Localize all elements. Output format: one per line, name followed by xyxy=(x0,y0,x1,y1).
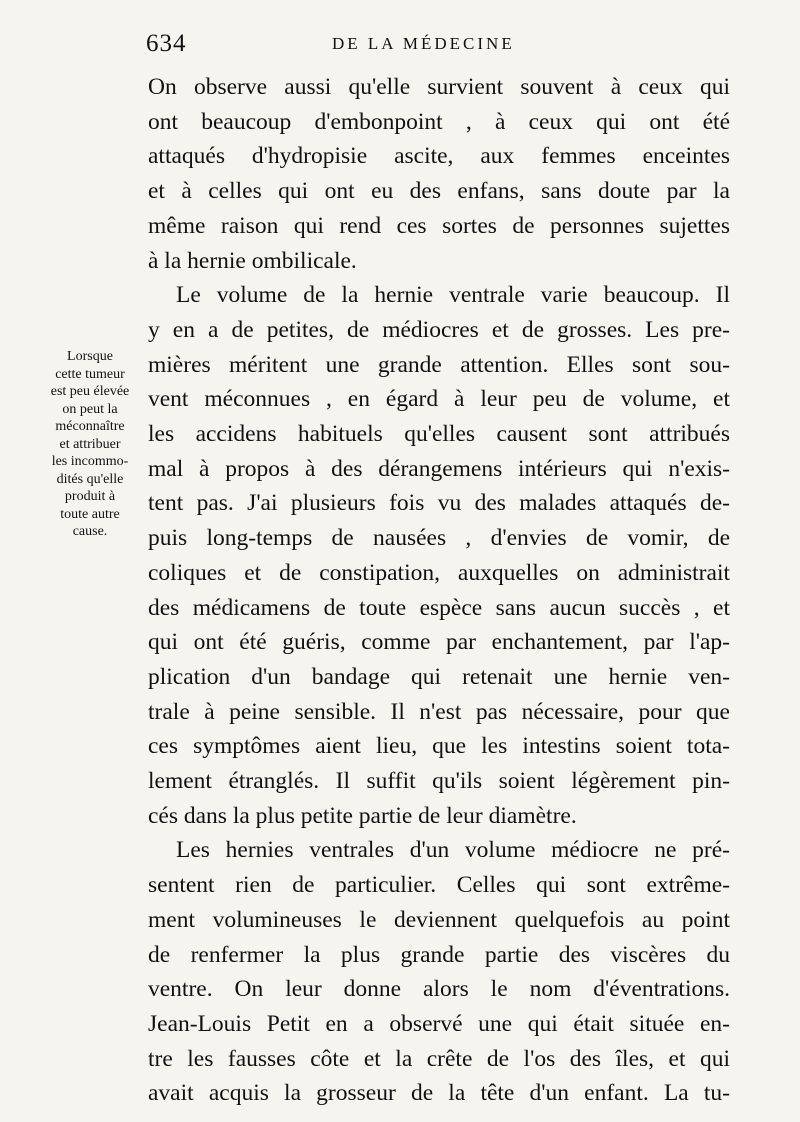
text-line: coliques et de constipation, auxquelles on administrait xyxy=(148,559,730,586)
text-line: Jean-Louis Petit en a observé une qui était située en- xyxy=(148,1010,730,1037)
margin-note-line: méconnaître xyxy=(55,419,125,434)
text-line: ont beaucoup d'embonpoint , à ceux qui ont été xyxy=(148,108,730,135)
text-line: lement étranglés. Il suffit qu'ils soient légèrement pin- xyxy=(148,768,730,795)
text-line: à la hernie ombilicale. xyxy=(148,247,357,274)
text-line: même raison qui rend ces sortes de personnes sujettes xyxy=(148,212,730,239)
text-line: puis long-temps de nausées , d'envies de vomir, de xyxy=(148,525,730,552)
text-line: avait acquis la grosseur de la tête d'un enfant. La tu- xyxy=(148,1080,730,1107)
text-line: ces symptômes aient lieu, que les intestins soient tota- xyxy=(148,733,730,760)
page-header xyxy=(146,30,746,60)
text-line: qui ont été guéris, comme par enchantement, par l'ap- xyxy=(148,629,730,656)
margin-note-line: dités qu'elle xyxy=(56,471,124,487)
text-line: les accidens habituels qu'elles causent sont attribués xyxy=(148,421,730,448)
margin-note-line: est peu élevée xyxy=(50,384,130,399)
margin-note-line: les incommo- xyxy=(51,454,129,469)
body-text xyxy=(148,70,730,1111)
text-line: Le volume de la hernie ventrale varie beaucoup. Il xyxy=(176,282,730,309)
text-line: ment volumineuses le deviennent quelquefois au point xyxy=(148,906,730,933)
margin-note xyxy=(30,348,150,541)
margin-note-line: on peut la xyxy=(62,401,118,417)
text-line: vent méconnues , en égard à leur peu de volume, et xyxy=(148,386,730,413)
margin-note-line: produit à xyxy=(64,489,116,504)
text-line: tent pas. J'ai plusieurs fois vu des malades attaqués de- xyxy=(148,490,730,517)
text-line: plication d'un bandage qui retenait une hernie ven- xyxy=(148,663,730,690)
text-line: y en a de petites, de médiocres et de grosses. Les pre- xyxy=(148,316,730,343)
margin-note-line: et attribuer xyxy=(59,436,121,452)
margin-note-line: cause. xyxy=(72,524,108,539)
text-line: mières méritent une grande attention. Elles sont sou- xyxy=(148,351,730,378)
text-line: trale à peine sensible. Il n'est pas nécessaire, pour que xyxy=(148,698,730,725)
margin-note-line: toute autre xyxy=(60,506,120,522)
text-line: ventre. On leur donne alors le nom d'éventrations. xyxy=(148,976,730,1003)
text-line: Les hernies ventrales d'un volume médiocre ne pré- xyxy=(176,837,730,864)
text-line: On observe aussi qu'elle survient souvent à ceux qui xyxy=(148,74,730,100)
text-line: cés dans la plus petite partie de leur diamètre. xyxy=(148,802,577,829)
margin-note-line: cette tumeur xyxy=(55,366,125,382)
text-line: et à celles qui ont eu des enfans, sans doute par la xyxy=(148,178,730,205)
text-line: sentent rien de particulier. Celles qui sont extrême- xyxy=(148,872,730,899)
text-line: mal à propos à des dérangemens intérieurs qui n'exis- xyxy=(148,455,730,482)
text-line: tre les fausses côte et la crête de l'os des îles, et qui xyxy=(148,1045,730,1072)
page-number: 634 xyxy=(146,30,187,57)
text-line: des médicamens de toute espèce sans aucun succès , et xyxy=(148,594,730,621)
margin-note-line: Lorsque xyxy=(67,349,113,364)
running-title: DE LA MÉDECINE xyxy=(332,34,515,53)
text-line: attaqués d'hydropisie ascite, aux femmes enceintes xyxy=(148,143,730,170)
text-line: de renfermer la plus grande partie des viscères du xyxy=(148,941,730,968)
